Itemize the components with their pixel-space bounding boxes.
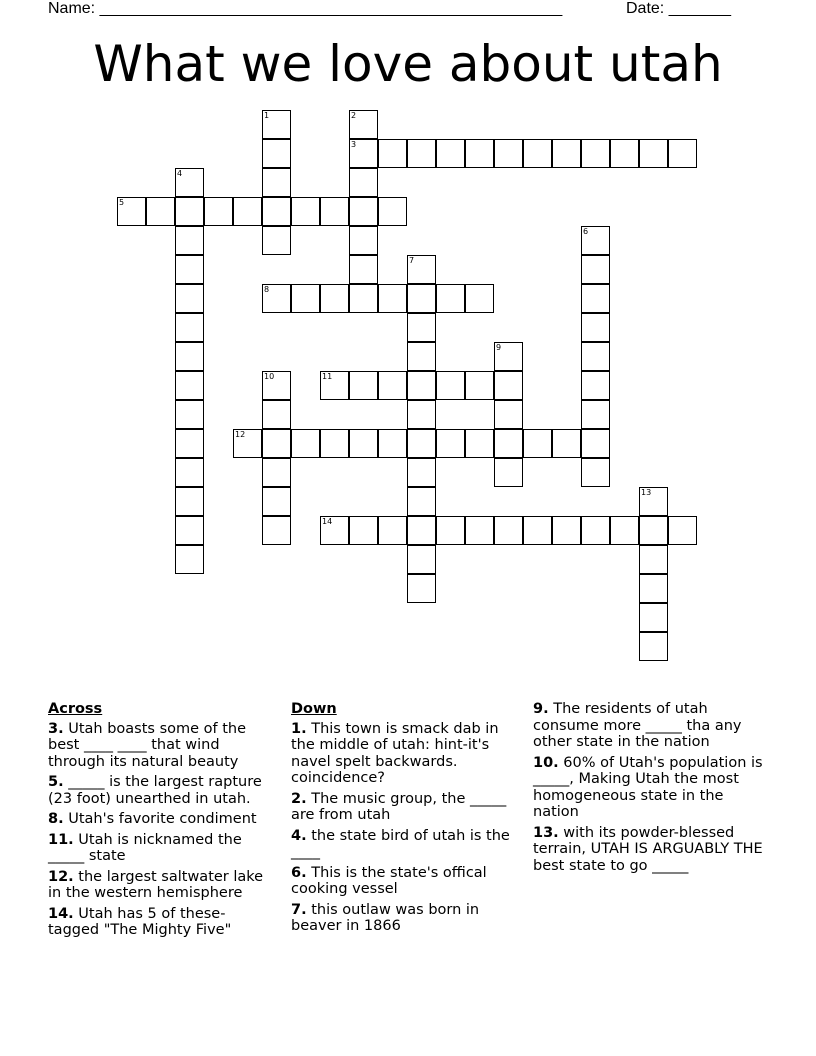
grid-cell[interactable] — [320, 371, 349, 400]
clue-number: 13. — [533, 824, 559, 841]
clue-text: this outlaw was born in beaver in 1866 — [291, 901, 480, 934]
grid-cell[interactable] — [407, 574, 436, 603]
grid-cell[interactable] — [581, 313, 610, 342]
grid-cell[interactable] — [581, 458, 610, 487]
clue-number: 14 — [322, 517, 333, 526]
grid-cell[interactable] — [494, 516, 523, 545]
grid-cell[interactable] — [262, 487, 291, 516]
grid-cell[interactable] — [349, 226, 378, 255]
grid-cell[interactable] — [581, 139, 610, 168]
grid-cell[interactable] — [291, 197, 320, 226]
clue-number: 7 — [409, 256, 415, 265]
clue-number: 8. — [48, 811, 64, 827]
grid-cell[interactable] — [349, 255, 378, 284]
grid-cell[interactable] — [552, 516, 581, 545]
grid-cell[interactable] — [494, 429, 523, 458]
grid-cell[interactable] — [523, 139, 552, 168]
clue-text: The residents of utah consume more _____ tha any other state in the nation — [533, 701, 742, 750]
down-clues-continued — [533, 701, 765, 878]
grid-cell[interactable] — [262, 429, 291, 458]
grid-cell[interactable] — [233, 429, 262, 458]
clue-text: This is the state's offical cooking vessel — [291, 864, 487, 897]
clue-text: Utah boasts some of the best ____ ____ that wind through its natural beauty — [48, 720, 247, 770]
grid-cell[interactable] — [349, 168, 378, 197]
grid-cell[interactable] — [349, 429, 378, 458]
grid-cell[interactable] — [233, 197, 262, 226]
grid-cell[interactable] — [320, 197, 349, 226]
grid-cell[interactable] — [378, 284, 407, 313]
grid-cell[interactable] — [291, 429, 320, 458]
grid-cell[interactable] — [175, 458, 204, 487]
grid-cell[interactable] — [494, 342, 523, 371]
clue-text: This town is smack dab in the middle of utah: hint-it's navel spelt backwards. coincidence? — [291, 720, 499, 786]
grid-cell[interactable] — [175, 284, 204, 313]
clue-text: The music group, the _____ are from utah — [291, 790, 507, 823]
clue-number: 2. — [291, 790, 307, 807]
grid-cell[interactable] — [436, 371, 465, 400]
grid-cell[interactable] — [378, 371, 407, 400]
grid-cell[interactable] — [262, 197, 291, 226]
clue-number: 1. — [291, 720, 307, 737]
grid-cell[interactable] — [639, 487, 668, 516]
grid-cell[interactable] — [378, 197, 407, 226]
grid-cell[interactable] — [349, 110, 378, 139]
grid-cell[interactable] — [668, 139, 697, 168]
across-clues — [48, 701, 280, 943]
grid-cell[interactable] — [407, 429, 436, 458]
clue-text: Utah is nicknamed the _____ state — [48, 831, 242, 864]
grid-cell[interactable] — [407, 516, 436, 545]
grid-cell[interactable] — [581, 429, 610, 458]
grid-cell[interactable] — [349, 284, 378, 313]
clue-text: 60% of Utah's population is _____, Making Utah the most homogeneous state in the nation — [533, 754, 763, 820]
grid-cell[interactable] — [175, 400, 204, 429]
clue-text: Utah's favorite condiment — [63, 811, 257, 827]
grid-cell[interactable] — [175, 429, 204, 458]
clue-number: 4 — [177, 169, 183, 178]
across-clue — [48, 811, 280, 828]
grid-cell[interactable] — [639, 545, 668, 574]
grid-cell[interactable] — [610, 516, 639, 545]
grid-cell[interactable] — [291, 284, 320, 313]
down-clue — [533, 825, 765, 875]
clue-number: 11. — [48, 831, 74, 848]
grid-cell[interactable] — [175, 197, 204, 226]
clue-number: 6 — [583, 227, 589, 236]
grid-cell[interactable] — [407, 139, 436, 168]
down-clue — [533, 755, 765, 821]
grid-cell[interactable] — [262, 226, 291, 255]
date-field[interactable]: Date: _______ — [626, 0, 731, 17]
down-clue — [291, 828, 523, 861]
across-clue — [48, 774, 280, 807]
grid-cell[interactable] — [552, 139, 581, 168]
grid-cell[interactable] — [204, 197, 233, 226]
grid-cell[interactable] — [262, 400, 291, 429]
grid-cell[interactable] — [262, 371, 291, 400]
clue-number: 4. — [291, 827, 307, 844]
down-heading: Down — [291, 701, 337, 717]
grid-cell[interactable] — [146, 197, 175, 226]
page-title: What we love about utah — [93, 35, 723, 93]
clue-text: Utah has 5 of these- tagged "The Mighty Five" — [48, 905, 232, 938]
grid-cell[interactable] — [175, 255, 204, 284]
clue-number: 7. — [291, 901, 307, 918]
grid-cell[interactable] — [610, 139, 639, 168]
grid-cell[interactable] — [465, 284, 494, 313]
grid-cell[interactable] — [436, 139, 465, 168]
grid-cell[interactable] — [581, 400, 610, 429]
grid-cell[interactable] — [407, 284, 436, 313]
grid-cell[interactable] — [407, 458, 436, 487]
grid-cell[interactable] — [581, 371, 610, 400]
clue-number: 8 — [264, 285, 270, 294]
grid-cell[interactable] — [668, 516, 697, 545]
down-clue — [291, 721, 523, 787]
grid-cell[interactable] — [407, 545, 436, 574]
clue-text: _____ is the largest rapture (23 foot) unearthed in utah. — [48, 774, 262, 807]
grid-cell[interactable] — [320, 516, 349, 545]
grid-cell[interactable] — [175, 371, 204, 400]
grid-cell[interactable] — [581, 516, 610, 545]
grid-cell[interactable] — [581, 226, 610, 255]
clue-number: 6. — [291, 864, 307, 881]
across-clue — [48, 721, 280, 771]
clue-number: 3. — [48, 720, 64, 737]
grid-cell[interactable] — [639, 603, 668, 632]
grid-cell[interactable] — [262, 284, 291, 313]
grid-cell[interactable] — [407, 255, 436, 284]
grid-cell[interactable] — [378, 516, 407, 545]
clue-text: the largest saltwater lake in the western hemisphere — [48, 868, 264, 901]
grid-cell[interactable] — [639, 139, 668, 168]
grid-cell[interactable] — [175, 545, 204, 574]
grid-cell[interactable] — [581, 255, 610, 284]
grid-cell[interactable] — [581, 342, 610, 371]
grid-cell[interactable] — [175, 487, 204, 516]
grid-cell[interactable] — [320, 284, 349, 313]
grid-cell[interactable] — [552, 429, 581, 458]
clue-number: 3 — [351, 140, 357, 149]
grid-cell[interactable] — [262, 168, 291, 197]
down-clue — [291, 865, 523, 898]
grid-cell[interactable] — [465, 429, 494, 458]
down-clues — [291, 701, 523, 939]
grid-cell[interactable] — [117, 197, 146, 226]
clue-number: 14. — [48, 905, 74, 922]
clue-number: 1 — [264, 111, 270, 120]
across-heading: Across — [48, 701, 103, 717]
grid-cell[interactable] — [262, 516, 291, 545]
clue-number: 11 — [322, 372, 333, 381]
grid-cell[interactable] — [378, 139, 407, 168]
clue-number: 5. — [48, 774, 64, 790]
grid-cell[interactable] — [349, 197, 378, 226]
across-clue — [48, 906, 280, 939]
grid-cell[interactable] — [639, 516, 668, 545]
grid-cell[interactable] — [407, 342, 436, 371]
grid-cell[interactable] — [349, 516, 378, 545]
grid-cell[interactable] — [639, 574, 668, 603]
grid-cell[interactable] — [436, 429, 465, 458]
grid-cell[interactable] — [378, 429, 407, 458]
clue-number: 9 — [496, 343, 502, 352]
grid-cell[interactable] — [175, 226, 204, 255]
grid-cell[interactable] — [494, 139, 523, 168]
name-field[interactable]: Name: ____________________________________________________ — [48, 0, 563, 17]
down-clue — [533, 701, 765, 751]
clue-text: with its powder-blessed terrain, UTAH IS ARGUABLY THE best state to go _____ — [533, 824, 763, 874]
grid-cell[interactable] — [407, 487, 436, 516]
grid-cell[interactable] — [175, 168, 204, 197]
grid-cell[interactable] — [407, 313, 436, 342]
clue-number: 9. — [533, 701, 549, 717]
clue-number: 5 — [119, 198, 125, 207]
clue-number: 2 — [351, 111, 357, 120]
clue-number: 12 — [235, 430, 246, 439]
clue-text: the state bird of utah is the ____ — [291, 827, 510, 860]
grid-cell[interactable] — [349, 371, 378, 400]
grid-cell[interactable] — [262, 458, 291, 487]
grid-cell[interactable] — [465, 371, 494, 400]
across-clue — [48, 832, 280, 865]
clue-number: 10. — [533, 754, 559, 771]
grid-cell[interactable] — [407, 400, 436, 429]
grid-cell[interactable] — [639, 632, 668, 661]
grid-cell[interactable] — [465, 139, 494, 168]
across-clue — [48, 869, 280, 902]
grid-cell[interactable] — [523, 429, 552, 458]
down-clue — [291, 791, 523, 824]
clue-number: 13 — [641, 488, 652, 497]
grid-cell[interactable] — [349, 139, 378, 168]
grid-cell[interactable] — [581, 284, 610, 313]
down-clue — [291, 902, 523, 935]
grid-cell[interactable] — [465, 516, 494, 545]
grid-cell[interactable] — [175, 516, 204, 545]
grid-cell[interactable] — [494, 400, 523, 429]
grid-cell[interactable] — [407, 371, 436, 400]
grid-cell[interactable] — [436, 516, 465, 545]
grid-cell[interactable] — [320, 429, 349, 458]
clue-number: 12. — [48, 868, 74, 885]
grid-cell[interactable] — [175, 342, 204, 371]
grid-cell[interactable] — [262, 110, 291, 139]
grid-cell[interactable] — [175, 313, 204, 342]
grid-cell[interactable] — [262, 139, 291, 168]
clue-number: 10 — [264, 372, 275, 381]
grid-cell[interactable] — [436, 284, 465, 313]
grid-cell[interactable] — [494, 371, 523, 400]
grid-cell[interactable] — [494, 458, 523, 487]
grid-cell[interactable] — [523, 516, 552, 545]
